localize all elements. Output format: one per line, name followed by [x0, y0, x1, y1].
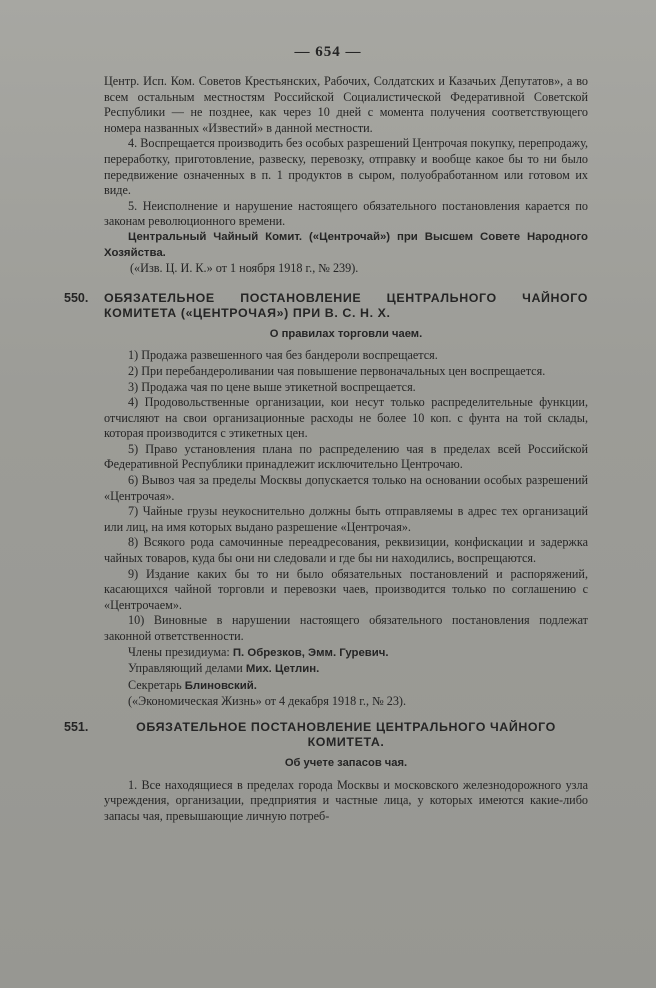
secretary-label: Секретарь — [128, 677, 182, 692]
section-550-source: («Экономическая Жизнь» от 4 декабря 1918 г., № 23). — [128, 694, 407, 709]
presidium-names: П. Обрезков, Эмм. Гуревич. — [232, 646, 389, 659]
section-551-number: 551. — [64, 719, 89, 734]
rule-item: 5) Право установления плана по распределению чая в пределах всей Российской Федеративной Республики принадлежит исключительно Центрочаю. — [104, 441, 588, 472]
section-550-subtitle: О правилах торговли чаем. — [269, 327, 423, 340]
section-551-paragraph-1: 1. Все находящиеся в пределах города Москвы и московского железнодорожного узла учреждения, организации, предприятия и частные лица, у которых имеются какие-либо запасы чая, превышающие личную потреб- — [104, 777, 588, 823]
rule-item: 6) Вывоз чая за пределы Москвы допускается только на основании особых разрешений «Центрочая». — [104, 473, 588, 503]
rule-item: 1) Продажа развешенного чая без бандероли воспрещается. — [128, 348, 438, 363]
rule-item: 2) При перебандероливании чая повышение первоначальных цен воспрещается. — [128, 363, 546, 378]
section-551-subtitle: Об учете запасов чая. — [284, 756, 408, 769]
presidium-label: Члены президиума: — [128, 644, 230, 659]
section-551 — [64, 719, 588, 824]
presidium-line — [104, 645, 588, 662]
secretary-line — [104, 678, 588, 695]
section-550-title: ОБЯЗАТЕЛЬНОЕ ПОСТАНОВЛЕНИЕ ЦЕНТРАЛЬНОГО ЧАЙНОГО КОМИТЕТА («ЦЕНТРОЧАЯ») ПРИ В. С. Н. Х. — [104, 290, 588, 321]
section-550 — [64, 290, 588, 710]
section-551-title: ОБЯЗАТЕЛЬНОЕ ПОСТАНОВЛЕНИЕ ЦЕНТРАЛЬНОГО ЧАЙНОГО КОМИТЕТА. — [136, 719, 556, 750]
page-number: — 654 — — [294, 44, 362, 60]
intro-signature: Центральный Чайный Комит. («Центрочай») при Высшем Совете Народного Хозяйства. — [104, 230, 588, 259]
manager-name: Мих. Цетлин. — [245, 663, 320, 676]
section-550-number: 550. — [64, 290, 89, 305]
manager-line — [104, 661, 588, 678]
page-body — [64, 74, 588, 824]
manager-label: Управляющий делами — [128, 661, 243, 676]
rule-item: 9) Издание каких бы то ни было обязательных постановлений и распоряжений, касающихся чайной торговли и перевозки чаев, производится только по соглашению с «Центрочаем». — [104, 566, 588, 612]
intro-paragraph-1: Центр. Исп. Ком. Советов Крестьянских, Рабочих, Солдатских и Казачьих Депутатов», а во всем остальным местностям Российской Социалистической Федеративной Советской Республики — не позднее, как через 10 дней с момента получения соответствующего номера названных «Известий» в данной местности. — [104, 74, 588, 135]
intro-paragraph-3: 5. Неисполнение и нарушение настоящего обязательного постановления карается по законам революционного времени. — [104, 198, 588, 229]
intro-paragraph-2: 4. Воспрещается производить без особых разрешений Центрочая покупку, перепродажу, переработку, приготовление, развеску, перевозку, отправку и вообще какое бы то ни было передвижение означенных в п. 1 продуктов в сыром, полуобработанном или готовом их виде. — [104, 136, 588, 198]
rule-item: 3) Продажа чая по цене выше этикетной воспрещается. — [128, 379, 416, 394]
rule-item: 10) Виновные в нарушении настоящего обязательного постановления подлежат законной ответственности. — [104, 613, 588, 643]
secretary-name: Блиновский. — [184, 679, 257, 692]
intro-source: («Изв. Ц. И. К.» от 1 ноября 1918 г., № 239). — [130, 261, 359, 276]
rule-item: 8) Всякого рода самочинные переадресования, реквизиции, конфискации и задержка чайных товаров, куда бы они ни следовали и где бы ни находились, воспрещаются. — [104, 535, 588, 566]
rule-item: 7) Чайные грузы неукоснительно должны быть отправляемы в адрес тех организаций или лиц, на имя которых выдано разрешение «Центрочая». — [104, 504, 588, 534]
rule-item: 4) Продовольственные организации, кои несут только распределительные функции, отчисляют на свои организационные расходы не более 10 коп. с фунта на той склады, которая производится с этикетных цен. — [104, 395, 588, 441]
